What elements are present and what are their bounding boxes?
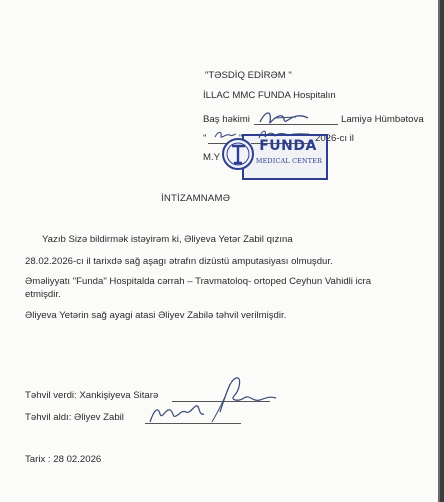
handover-given-by: Təhvil verdi: Xankişiyeva Sitarə: [25, 390, 159, 401]
paragraph-3-line-1: Əməliyyatı "Funda" Hospitalda cərrah – Travmatoloq- ortoped Ceyhun Vahidli icra: [25, 276, 372, 287]
paragraph-3-line-2: etmişdir.: [25, 289, 61, 300]
handover-date: Tarix : 28 02.2026: [25, 454, 102, 465]
approval-year: 2026-cı il: [315, 133, 354, 144]
chief-doctor-name: Lamiyə Hümbətova: [341, 114, 424, 125]
paragraph-1: Yazıb Sizə bildirmək istəyirəm ki, Əliyeva Yetər Zabil qızına: [42, 234, 293, 245]
paragraph-2: 28.02.2026-cı il tarixdə sağ aşagı ətrafın dizüstü amputasiyası olmuşdur.: [25, 256, 333, 267]
document-title: İNTİZAMNAMƏ: [161, 193, 231, 204]
approval-title: "TƏSDİQ EDİRƏM ": [205, 70, 292, 81]
funda-logo-icon: [220, 136, 256, 172]
clinic-stamp: [214, 124, 326, 180]
scan-edge: [440, 0, 444, 502]
chief-doctor-label: Baş həkimi: [203, 114, 250, 125]
stamp-brand-text: FUNDA: [259, 138, 317, 154]
handover-received-by: Təhvil aldı: Əliyev Zabil: [25, 412, 124, 423]
receiver-signature: [146, 400, 210, 426]
stamp-subtitle-text: MEDICAL CENTER: [255, 157, 323, 165]
seal-place-label: M.Y: [203, 152, 221, 163]
date-open-quote: ": [203, 133, 207, 144]
paragraph-4: Əliyeva Yetərin sağ ayagi atasi Əliyev Zabilə təhvil verilmişdir.: [25, 310, 287, 321]
approval-organization: İLLAC MMC FUNDA Hospitalın: [203, 90, 336, 101]
